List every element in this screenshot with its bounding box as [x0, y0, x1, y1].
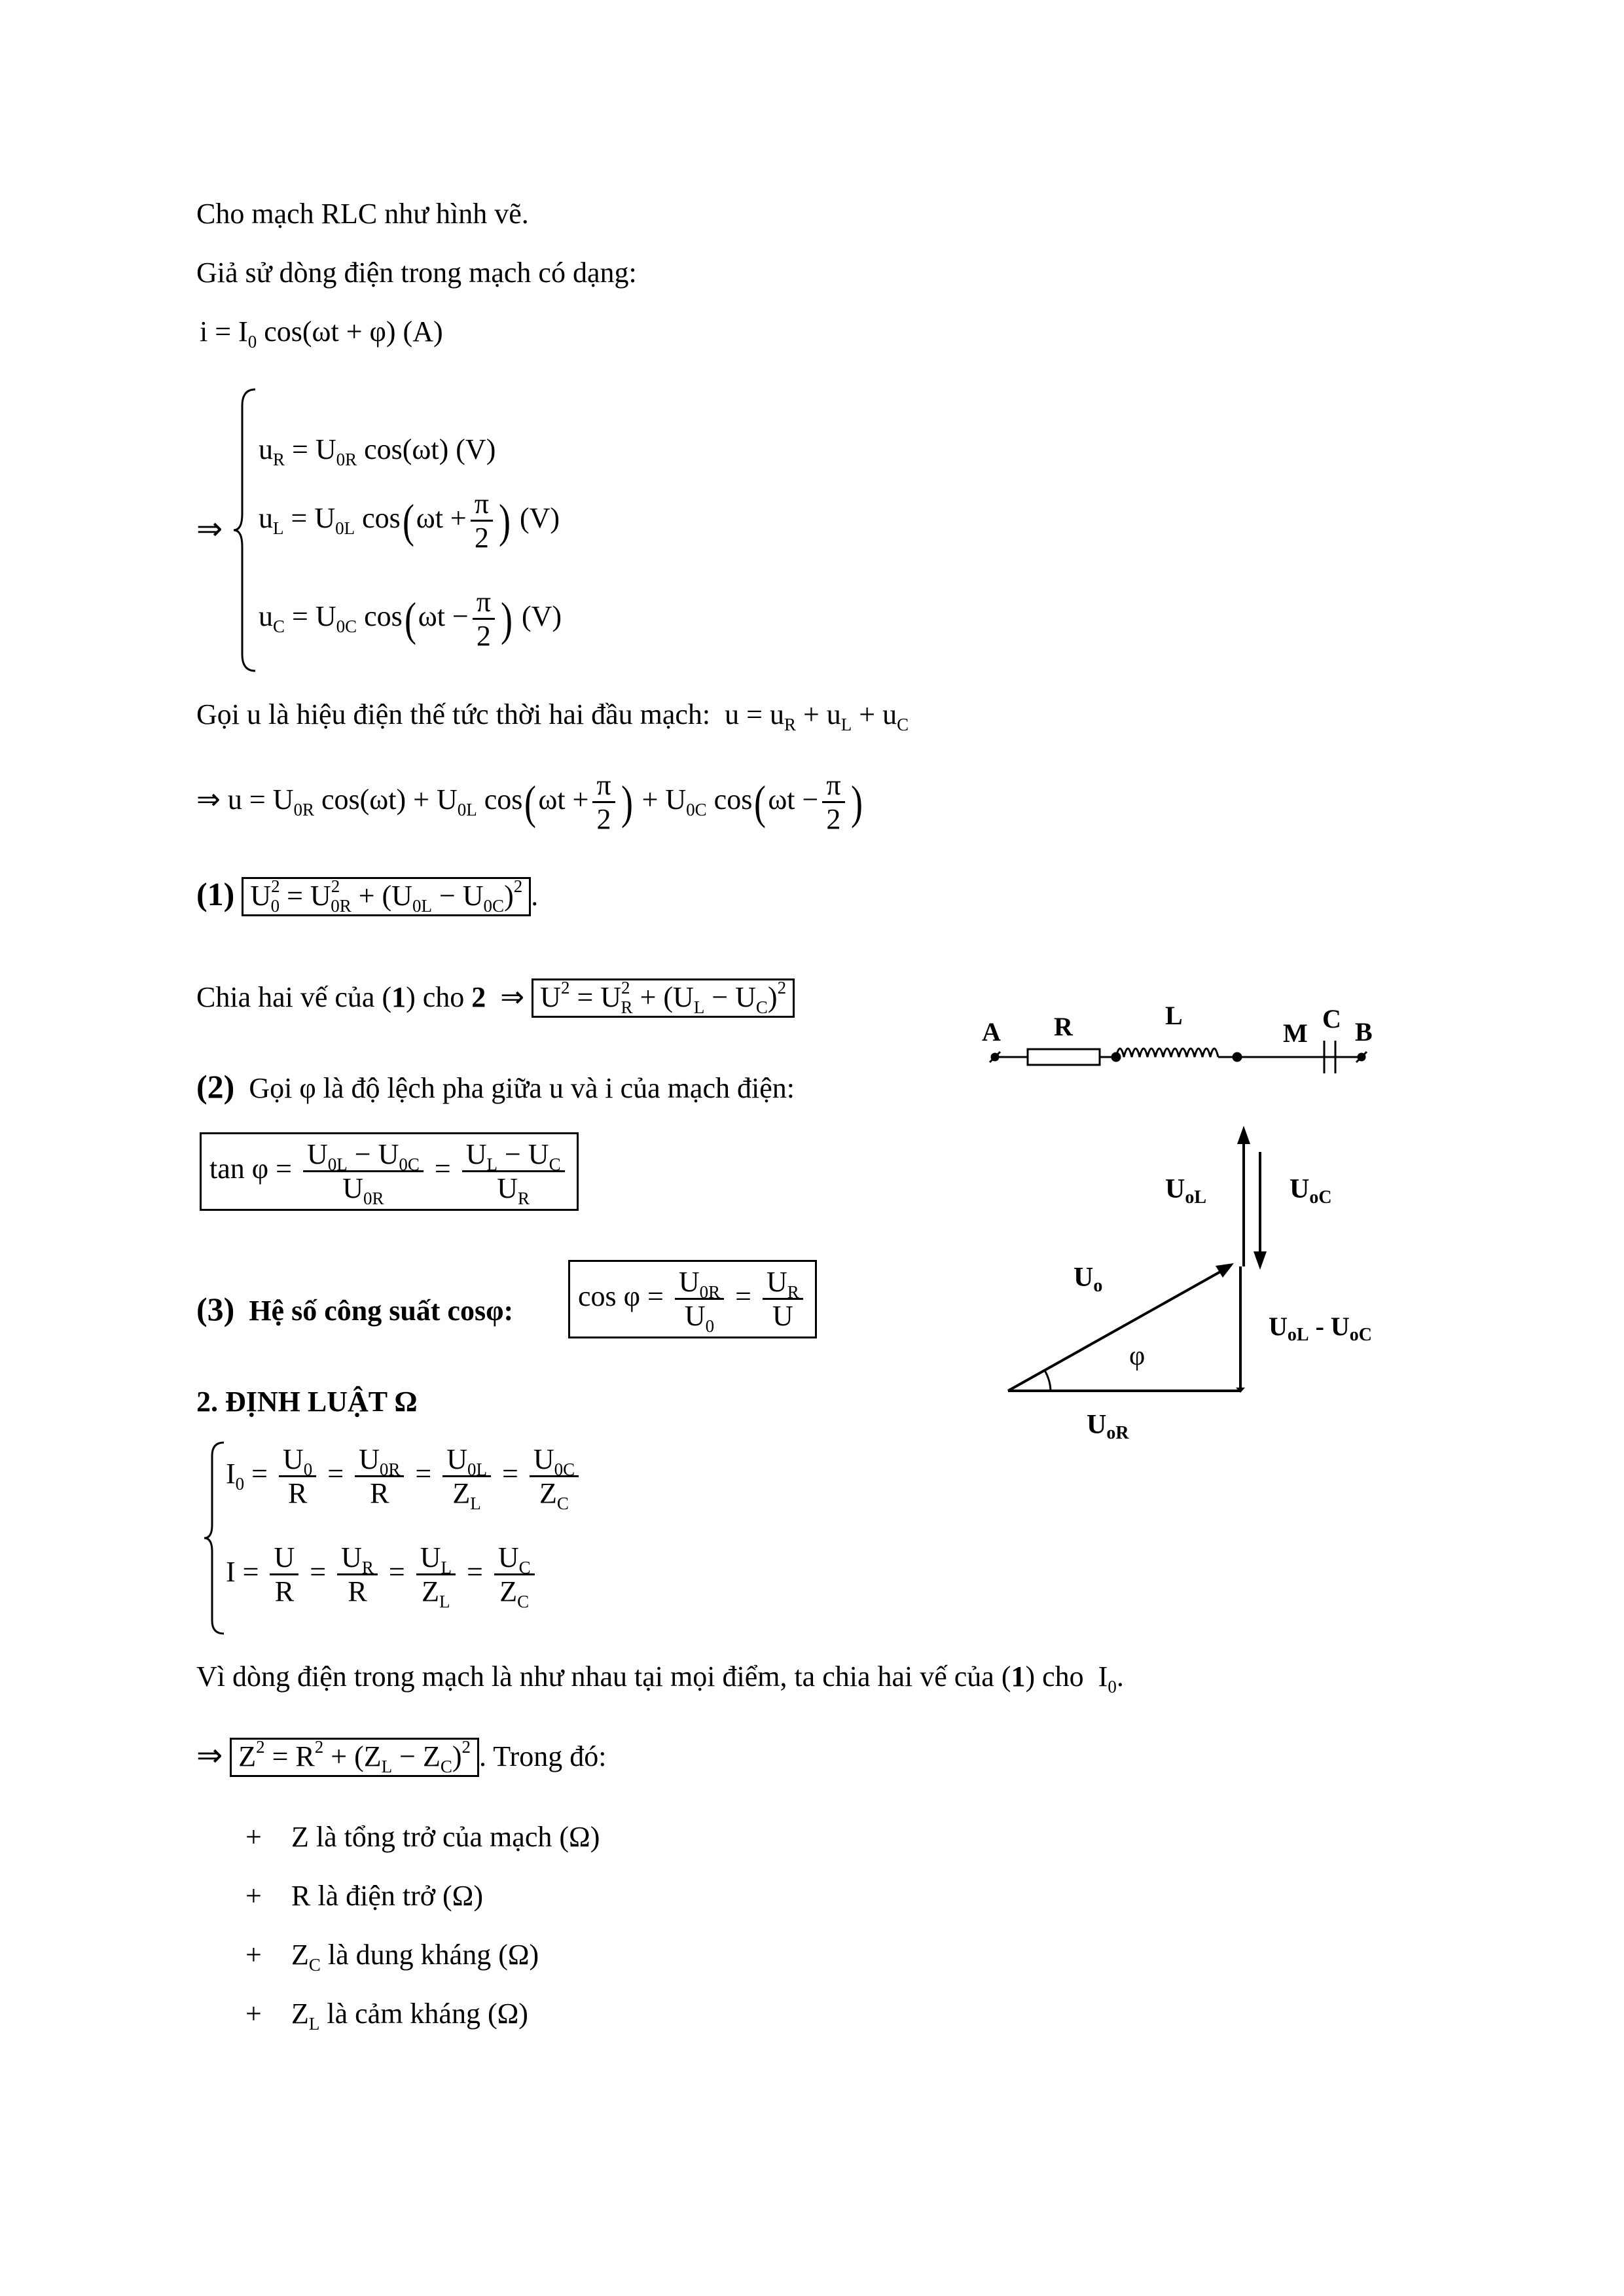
uC-equation: $u_C = U_{0C}$ cos(ωt − $\frac{\pi}{2}$ ) (V)	[259, 586, 562, 653]
resistor-label: R	[1054, 1012, 1073, 1041]
rlc-circuit-diagram	[969, 995, 1401, 1100]
equation-3-text: (3) Hệ số công suất cosφ:	[196, 1291, 514, 1327]
equation-2-text: (2) Gọi φ là độ lệch pha giữa u và i của mạch điện:	[196, 1068, 795, 1105]
capacitor-label: C	[1322, 1004, 1341, 1033]
node-A-label: A	[982, 1017, 1001, 1047]
bullet-item: + R là điện trở (Ω)	[245, 1880, 484, 1912]
section-2-title: 2. ĐỊNH LUẬT Ω	[196, 1386, 418, 1418]
u-sum-equation: ⇒ $u = U_{0R}$ $\cos(\omega t) + U_{0L}$ cos(ωt + $\frac{\pi}{2}$ ) + $U_{0C}$ cos(ωt − $\frac{\pi}{2}$ )	[196, 769, 863, 836]
ohm-row-2: I = $\frac{U}{R}$ = $\frac{U_R}{R}$ = $\frac{U_L}{Z_L}$ = $\frac{U_C}{Z_C}$	[226, 1541, 539, 1608]
phasor-UoR-label: UoR	[1087, 1410, 1129, 1443]
cos-formula-box: cos φ = $\frac{U_{0R}}{U_0}$ = $\frac{U_R}{U}$	[568, 1260, 817, 1338]
phasor-difference-label: $U_{oL} - U_{oC}$	[1269, 1312, 1373, 1345]
tan-formula-box: tan φ = $\frac{U_{0L} - U_{0C}}{U_{0R}}$ = $\frac{U_L - U_C}{U_R}$	[200, 1132, 579, 1211]
uL-equation: $u_L = U_{0L}$ cos(ωt + $\frac{\pi}{2}$ ) (V)	[259, 488, 560, 554]
ohm-fraction: $\frac{U_{0R}}{R}$	[355, 1443, 404, 1510]
node-B-label: B	[1355, 1017, 1373, 1047]
bullet-item: + $Z_L$ là cảm kháng (Ω)	[245, 1998, 528, 2034]
node-M-label: M	[1283, 1018, 1308, 1048]
ohm-fraction: $\frac{U_L}{Z_L}$	[416, 1541, 456, 1608]
ohm-fraction: $\frac{U}{R}$	[270, 1541, 298, 1608]
system-arrow: ⇒	[196, 512, 223, 547]
bullet-item: + $Z_C$ là dung kháng (Ω)	[245, 1939, 539, 1975]
intro-line-1: Cho mạch RLC như hình vẽ.	[196, 198, 529, 230]
left-brace-1	[232, 386, 259, 674]
impedance-box: $Z^2 = R^2 + (Z_L - Z_C)^2$	[230, 1738, 479, 1777]
u-definition: Gọi u là hiệu điện thế tức thời hai đầu mạch: $u = u_R + u_L + u_C$	[196, 698, 909, 734]
uR-equation: $u_R = U_{0R}$ cos(ωt) (V)	[259, 433, 496, 469]
current-equation: $i = I_0$ cos(ωt + φ) (A)	[200, 315, 443, 351]
equation-1: (1) $U^2_0 = U^2_{0R} + (U_{0L} - U_{0C})^2$ .	[196, 876, 539, 916]
phasor-UoC-label: UoC	[1290, 1174, 1332, 1208]
ohm-lhs: $I_0$	[226, 1457, 245, 1494]
phasor-diagram	[982, 1113, 1414, 1453]
ohm-fraction: $\frac{U_C}{Z_C}$	[494, 1541, 535, 1608]
ohm-fraction: $\frac{U_R}{R}$	[337, 1541, 378, 1608]
left-brace-2	[203, 1440, 226, 1636]
divide-line: Chia hai vế của (1) cho 2 ⇒ $U^2 = U^2_R + (U_L - U_C)^2$	[196, 978, 795, 1018]
divide-formula-box: $U^2 = U^2_R + (U_L - U_C)^2$	[532, 978, 795, 1018]
ohm-fraction: $\frac{U_0}{R}$	[279, 1443, 316, 1510]
phasor-phi-label: φ	[1129, 1341, 1146, 1371]
bullet-item: + Z là tổng trở của mạch (Ω)	[245, 1821, 600, 1853]
phasor-UoL-label: UoL	[1165, 1174, 1207, 1208]
ohm-lhs: I	[226, 1555, 236, 1588]
inductor-label: L	[1165, 1001, 1183, 1030]
ohm-fraction: $\frac{U_{0C}}{Z_C}$	[530, 1443, 579, 1510]
phasor-Uo-label: Uo	[1074, 1263, 1103, 1296]
impedance-equation: ⇒ $Z^2 = R^2 + (Z_L - Z_C)^2$ . Trong đó:	[196, 1737, 607, 1776]
equation-1-box: $U^2_0 = U^2_{0R} + (U_{0L} - U_{0C})^2$	[242, 877, 531, 916]
intro-line-2: Giả sử dòng điện trong mạch có dạng:	[196, 257, 637, 289]
since-line: Vì dòng điện trong mạch là như nhau tại mọi điểm, ta chia hai vế của (1) cho $I_0$.	[196, 1660, 1124, 1696]
ohm-fraction: $\frac{U_{0L}}{Z_L}$	[442, 1443, 491, 1510]
ohm-row-1: $I_0$ = $\frac{U_0}{R}$ = $\frac{U_{0R}}{R}$ = $\frac{U_{0L}}{Z_L}$ = $\frac{U_{0C}}{Z_C}$	[226, 1443, 583, 1510]
